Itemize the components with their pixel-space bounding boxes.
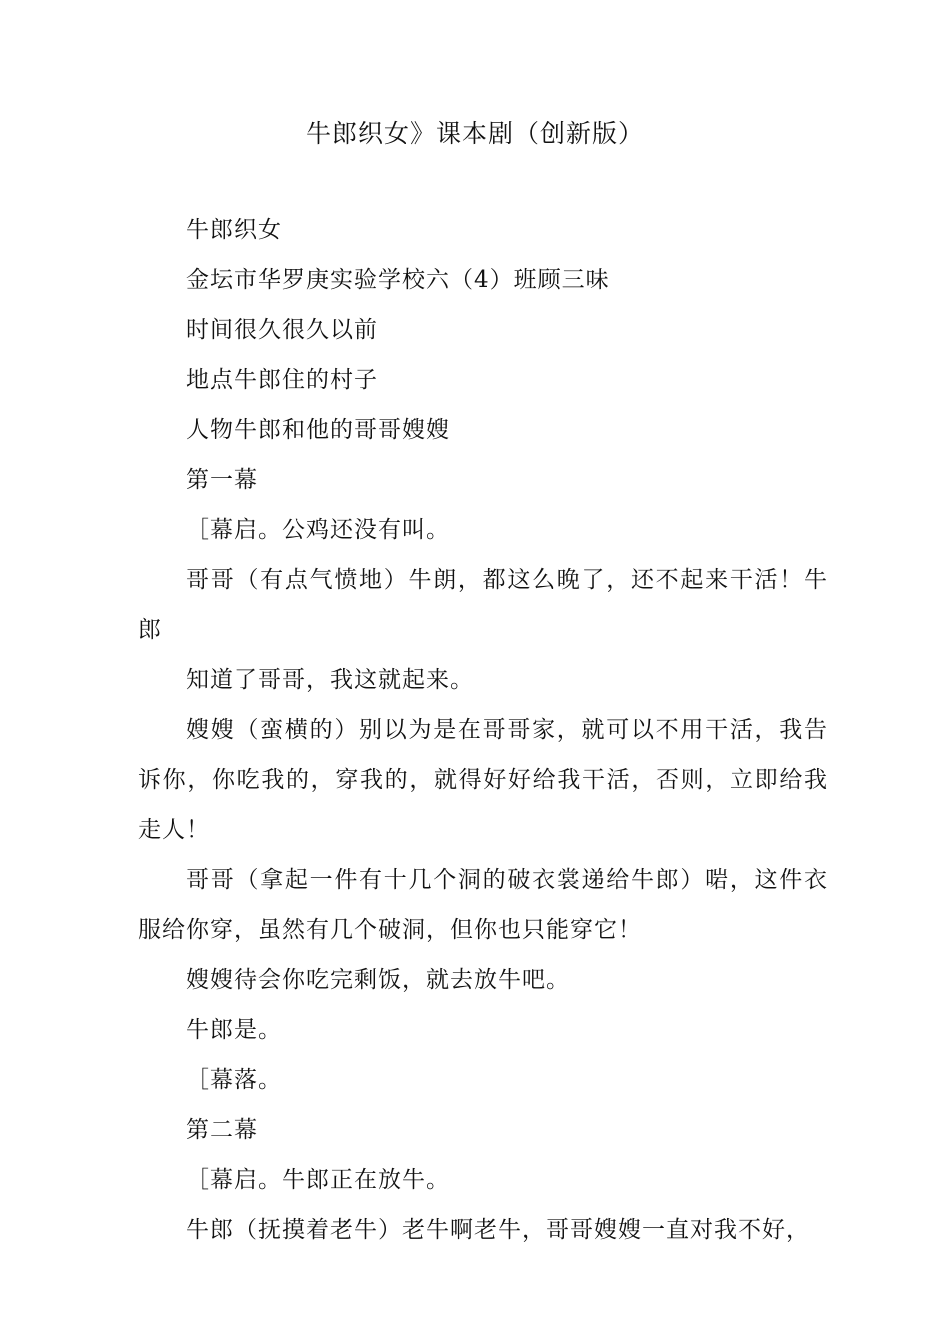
paragraph: 哥哥（有点气愤地）牛朗，都这么晚了，还不起来干活！牛郎 [138,567,828,643]
paragraph: 第二幕 [186,1117,258,1143]
paragraph: 牛郎（抚摸着老牛）老牛啊老牛，哥哥嫂嫂一直对我不好， [186,1217,810,1243]
paragraph: 嫂嫂（蛮横的）别以为是在哥哥家，就可以不用干活，我告诉你，你吃我的，穿我的，就得好好给我干活，否则，立即给我走人！ [138,717,828,843]
paragraph: 地点牛郎住的村子 [186,367,378,393]
paragraph: 牛郎是。 [186,1017,282,1043]
paragraph: 知道了哥哥，我这就起来。 [186,667,474,693]
paragraph: 牛郎织女 [186,217,282,243]
paragraph: 第一幕 [186,467,258,493]
page-title: 牛郎织女》课本剧（创新版） [305,119,644,148]
paragraph: ［幕启。公鸡还没有叫。 [186,517,450,543]
paragraph: 金坛市华罗庚实验学校六（4）班顾三味 [186,267,610,293]
paragraph: 嫂嫂待会你吃完剩饭，就去放牛吧。 [186,967,570,993]
document-body [138,205,828,1255]
paragraph: ［幕落。 [186,1067,282,1093]
paragraph: 人物牛郎和他的哥哥嫂嫂 [186,417,450,443]
paragraph: 时间很久很久以前 [186,317,378,343]
paragraph: ［幕启。牛郎正在放牛。 [186,1167,450,1193]
paragraph: 哥哥（拿起一件有十几个洞的破衣裳递给牛郎）啱，这件衣服给你穿，虽然有几个破洞，但你也只能穿它！ [138,867,828,943]
